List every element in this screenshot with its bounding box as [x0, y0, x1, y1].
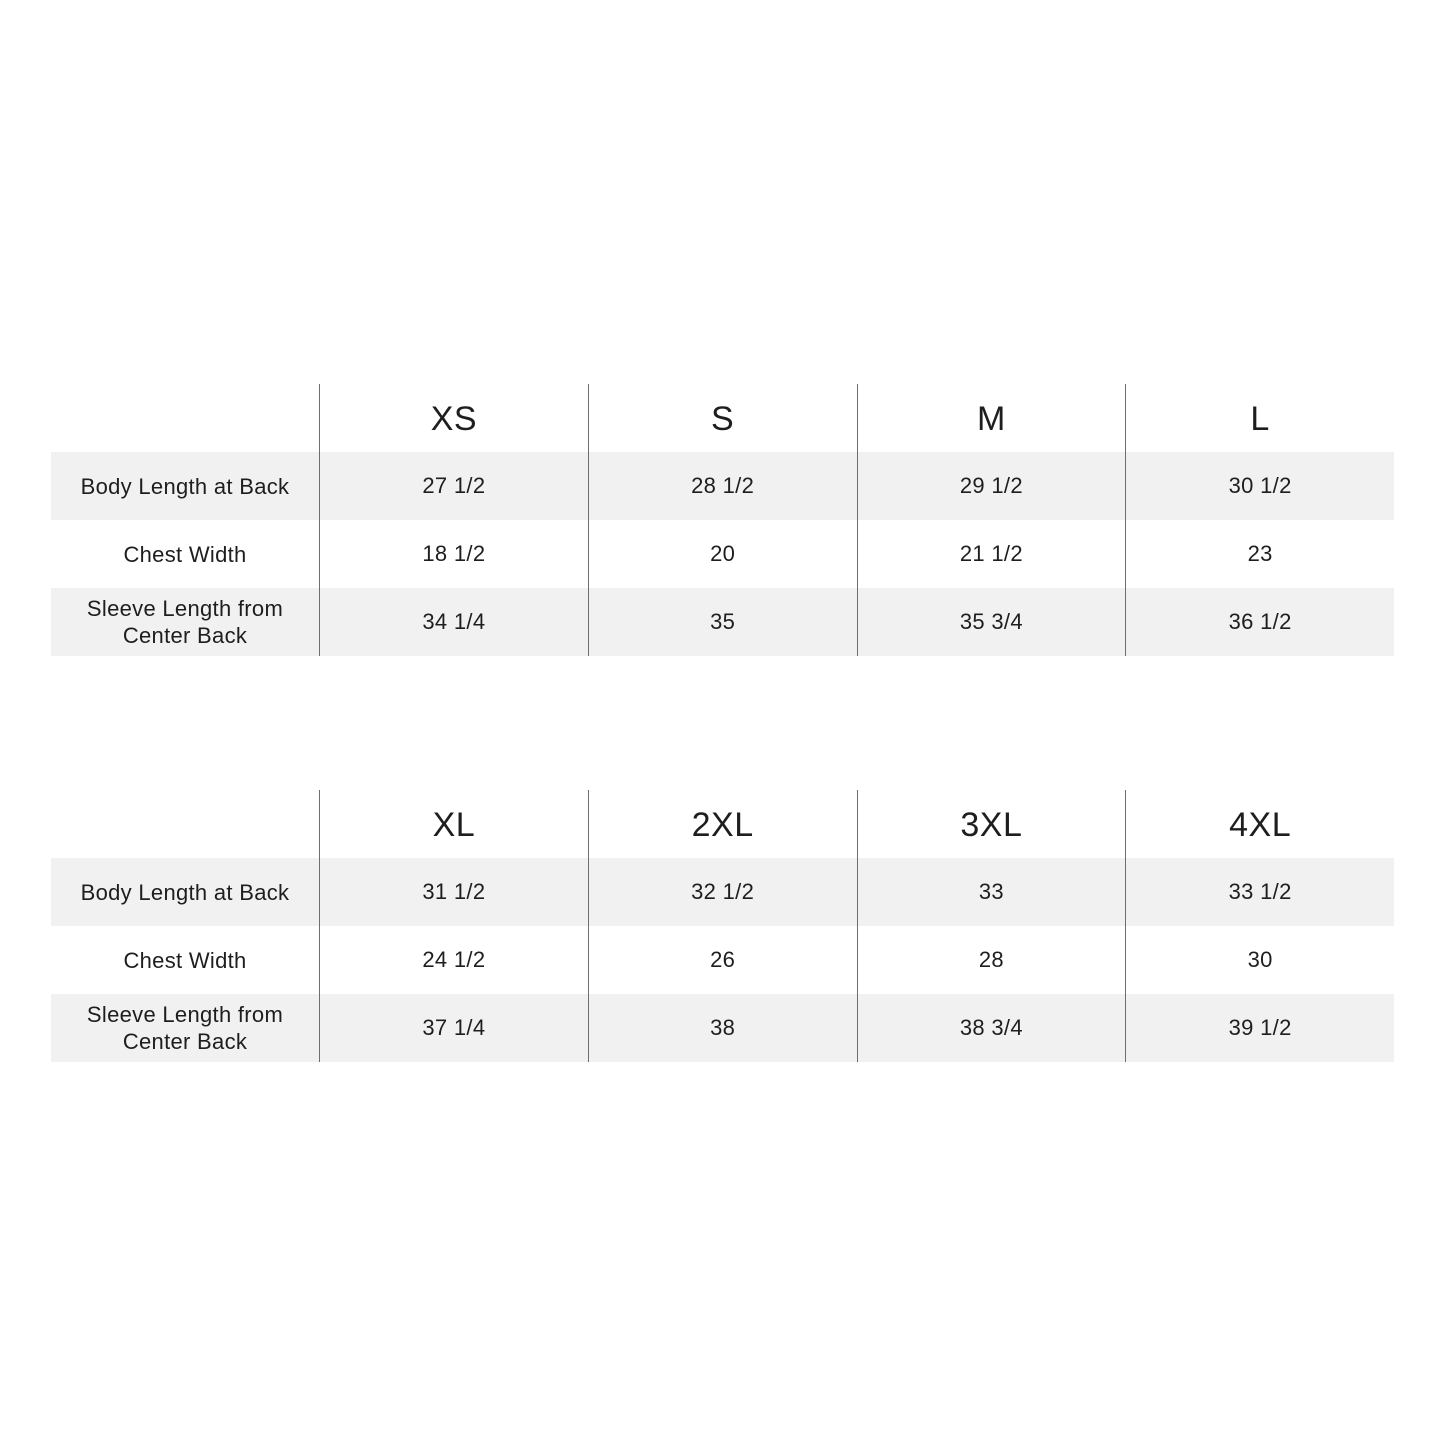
size-header-3xl: 3XL — [857, 790, 1126, 858]
corner-cell — [51, 790, 319, 858]
row-label: Body Length at Back — [80, 473, 290, 499]
measurement-cell: 35 3/4 — [857, 588, 1126, 656]
measurement-cell: 21 1/2 — [857, 520, 1126, 588]
measurement-cell: 37 1/4 — [319, 994, 588, 1062]
size-header-2xl: 2XL — [588, 790, 857, 858]
row-label: Chest Width — [123, 541, 247, 567]
measurement-cell: 28 1/2 — [588, 452, 857, 520]
measurement-cell: 23 — [1125, 520, 1394, 588]
measurement-cell: 31 1/2 — [319, 858, 588, 926]
table-row-sleeve-length — [51, 994, 1394, 1062]
size-header-xs: XS — [319, 384, 588, 452]
measurement-cell: 30 1/2 — [1125, 452, 1394, 520]
measurement-cell: 38 — [588, 994, 857, 1062]
row-label: Sleeve Length from Center Back — [86, 596, 284, 648]
row-label: Sleeve Length from Center Back — [86, 1002, 284, 1054]
size-header-l: L — [1125, 384, 1394, 452]
measurement-cell: 24 1/2 — [319, 926, 588, 994]
table-row-sleeve-length — [51, 588, 1394, 656]
size-header-row — [51, 790, 1394, 858]
size-header-row — [51, 384, 1394, 452]
measurement-cell: 26 — [588, 926, 857, 994]
measurement-cell: 18 1/2 — [319, 520, 588, 588]
table-row-body-length — [51, 452, 1394, 520]
size-chart-table-1 — [51, 384, 1394, 656]
measurement-cell: 33 1/2 — [1125, 858, 1394, 926]
size-header-4xl: 4XL — [1125, 790, 1394, 858]
size-header-xl: XL — [319, 790, 588, 858]
measurement-cell: 39 1/2 — [1125, 994, 1394, 1062]
row-label: Chest Width — [123, 947, 247, 973]
size-header-s: S — [588, 384, 857, 452]
table-row-chest-width — [51, 926, 1394, 994]
size-header-m: M — [857, 384, 1126, 452]
measurement-cell: 27 1/2 — [319, 452, 588, 520]
measurement-cell: 33 — [857, 858, 1126, 926]
measurement-cell: 30 — [1125, 926, 1394, 994]
measurement-cell: 32 1/2 — [588, 858, 857, 926]
measurement-cell: 29 1/2 — [857, 452, 1126, 520]
measurement-cell: 28 — [857, 926, 1126, 994]
row-label: Body Length at Back — [80, 879, 290, 905]
size-chart-table-2 — [51, 790, 1394, 1062]
measurement-cell: 34 1/4 — [319, 588, 588, 656]
table-row-chest-width — [51, 520, 1394, 588]
measurement-cell: 35 — [588, 588, 857, 656]
measurement-cell: 38 3/4 — [857, 994, 1126, 1062]
measurement-cell: 20 — [588, 520, 857, 588]
table-row-body-length — [51, 858, 1394, 926]
corner-cell — [51, 384, 319, 452]
measurement-cell: 36 1/2 — [1125, 588, 1394, 656]
